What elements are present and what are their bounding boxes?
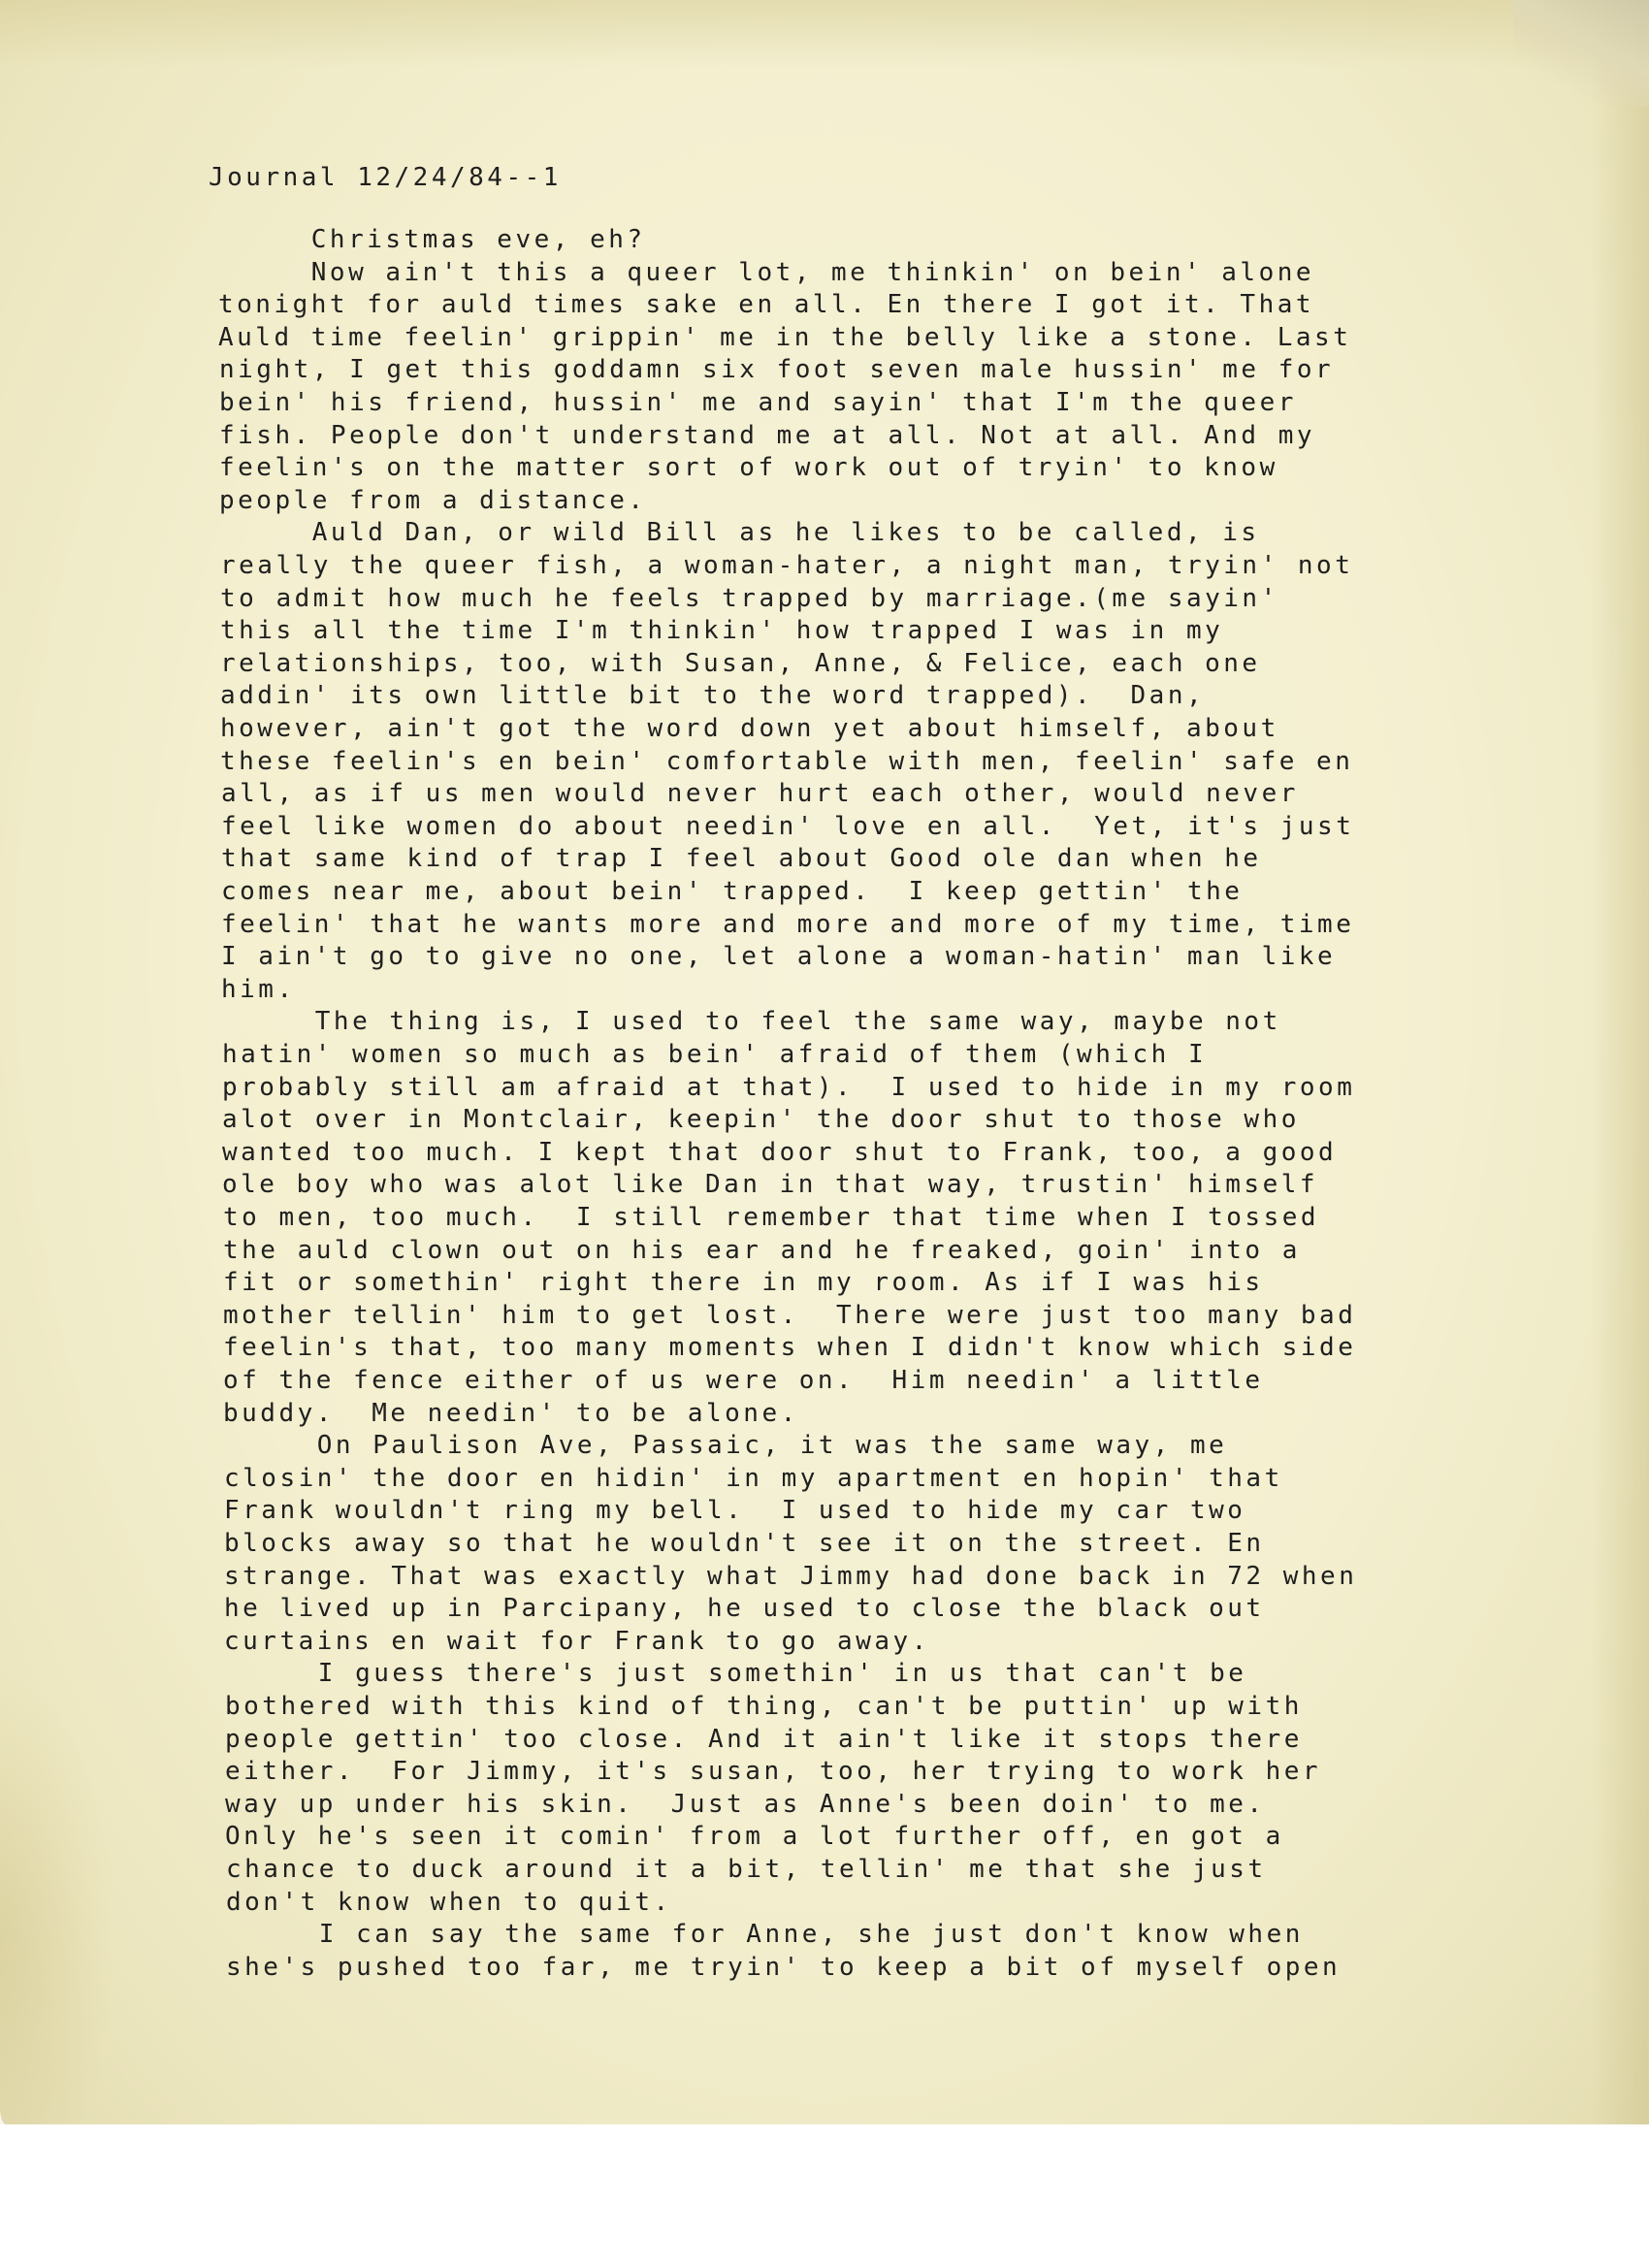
journal-line: she's pushed too far, me tryin' to keep a bit of myself open xyxy=(226,1953,1342,1982)
journal-line: On Paulison Ave, Passaic, it was the same way, me xyxy=(224,1431,1228,1460)
journal-line: Now ain't this a queer lot, me thinkin' on bein' alone xyxy=(218,258,1315,287)
journal-line: strange. That was exactly what Jimmy had done back in 72 when xyxy=(224,1562,1358,1591)
journal-line: he lived up in Parcipany, he used to close the black out xyxy=(224,1594,1265,1623)
journal-heading: Journal 12/24/84--1 xyxy=(209,163,562,192)
journal-line: tonight for auld times sake en all. En there I got it. That xyxy=(218,290,1315,319)
journal-line: feelin' that he wants more and more and more of my time, time xyxy=(221,910,1355,939)
journal-line: addin' its own little bit to the word trapped). Dan, xyxy=(220,681,1206,710)
journal-line: probably still am afraid at that). I used to hide in my room xyxy=(222,1073,1356,1102)
journal-line: I guess there's just somethin' in us that can't be xyxy=(225,1659,1247,1688)
journal-line: Christmas eve, eh? xyxy=(218,225,646,254)
journal-line: the auld clown out on his ear and he freaked, goin' into a xyxy=(223,1236,1301,1265)
journal-line: chance to duck around it a bit, tellin' me that she just xyxy=(226,1855,1267,1884)
journal-line: Only he's seen it comin' from a lot further off, en got a xyxy=(225,1822,1284,1851)
journal-line: Frank wouldn't ring my bell. I used to hide my car two xyxy=(224,1496,1246,1525)
journal-line: all, as if us men would never hurt each other, would never xyxy=(221,779,1299,808)
journal-line: him. xyxy=(221,975,296,1004)
journal-line: night, I get this goddamn six foot seven male hussin' me for xyxy=(219,355,1335,384)
journal-line: closin' the door en hidin' in my apartment en hopin' that xyxy=(224,1464,1283,1493)
journal-line: feelin's that, too many moments when I didn't know which side xyxy=(223,1333,1357,1362)
journal-line: feel like women do about needin' love en all. Yet, it's just xyxy=(221,812,1355,841)
journal-line: fit or somethin' right there in my room. As if I was his xyxy=(223,1268,1264,1297)
journal-line: The thing is, I used to feel the same way, maybe not xyxy=(222,1007,1281,1036)
journal-line: people from a distance. xyxy=(219,486,647,515)
journal-line: wanted too much. I kept that door shut to Frank, too, a good xyxy=(222,1138,1338,1167)
journal-line: buddy. Me needin' to be alone. xyxy=(223,1399,799,1428)
journal-line: either. For Jimmy, it's susan, too, her trying to work her xyxy=(225,1757,1322,1786)
journal-line: I ain't go to give no one, let alone a woman-hatin' man like xyxy=(221,942,1337,971)
journal-line: comes near me, about bein' trapped. I keep gettin' the xyxy=(221,877,1244,906)
journal-line: really the queer fish, a woman-hater, a night man, tryin' not xyxy=(220,551,1354,580)
journal-line: bein' his friend, hussin' me and sayin' that I'm the queer xyxy=(219,388,1297,417)
journal-line: people gettin' too close. And it ain't like it stops there xyxy=(225,1725,1303,1754)
journal-line: to men, too much. I still remember that time when I tossed xyxy=(223,1203,1320,1232)
journal-line: Auld Dan, or wild Bill as he likes to be called, is xyxy=(219,518,1260,547)
journal-line: feelin's on the matter sort of work out of tryin' to know xyxy=(219,453,1278,482)
journal-line: blocks away so that he wouldn't see it on the street. En xyxy=(224,1529,1265,1558)
journal-line: alot over in Montclair, keepin' the door shut to those who xyxy=(222,1105,1300,1134)
journal-line: Auld time feelin' grippin' me in the belly like a stone. Last xyxy=(218,323,1352,352)
journal-line: to admit how much he feels trapped by marriage.(me sayin' xyxy=(220,584,1279,613)
journal-line: relationships, too, with Susan, Anne, & Felice, each one xyxy=(220,649,1261,678)
journal-line: ole boy who was alot like Dan in that way, trustin' himself xyxy=(222,1170,1319,1199)
journal-line: bothered with this kind of thing, can't be puttin' up with xyxy=(225,1692,1303,1721)
journal-line: don't know when to quit. xyxy=(226,1888,672,1917)
journal-line: that same kind of trap I feel about Good ole dan when he xyxy=(221,844,1262,873)
journal-line: curtains en wait for Frank to go away. xyxy=(224,1627,930,1656)
journal-line: hatin' women so much as bein' afraid of them (which I xyxy=(222,1040,1208,1069)
journal-line: however, ain't got the word down yet about himself, about xyxy=(220,714,1279,743)
journal-line: of the fence either of us were on. Him needin' a little xyxy=(223,1366,1264,1395)
journal-line: these feelin's en bein' comfortable with men, feelin' safe en xyxy=(220,747,1354,776)
journal-line: I can say the same for Anne, she just don't know when xyxy=(226,1920,1304,1949)
journal-line: this all the time I'm thinkin' how trapped I was in my xyxy=(220,616,1224,645)
journal-line: mother tellin' him to get lost. There were just too many bad xyxy=(223,1301,1357,1330)
journal-line: way up under his skin. Just as Anne's been doin' to me. xyxy=(225,1790,1266,1819)
journal-line: fish. People don't understand me at all. Not at all. And my xyxy=(219,421,1316,450)
